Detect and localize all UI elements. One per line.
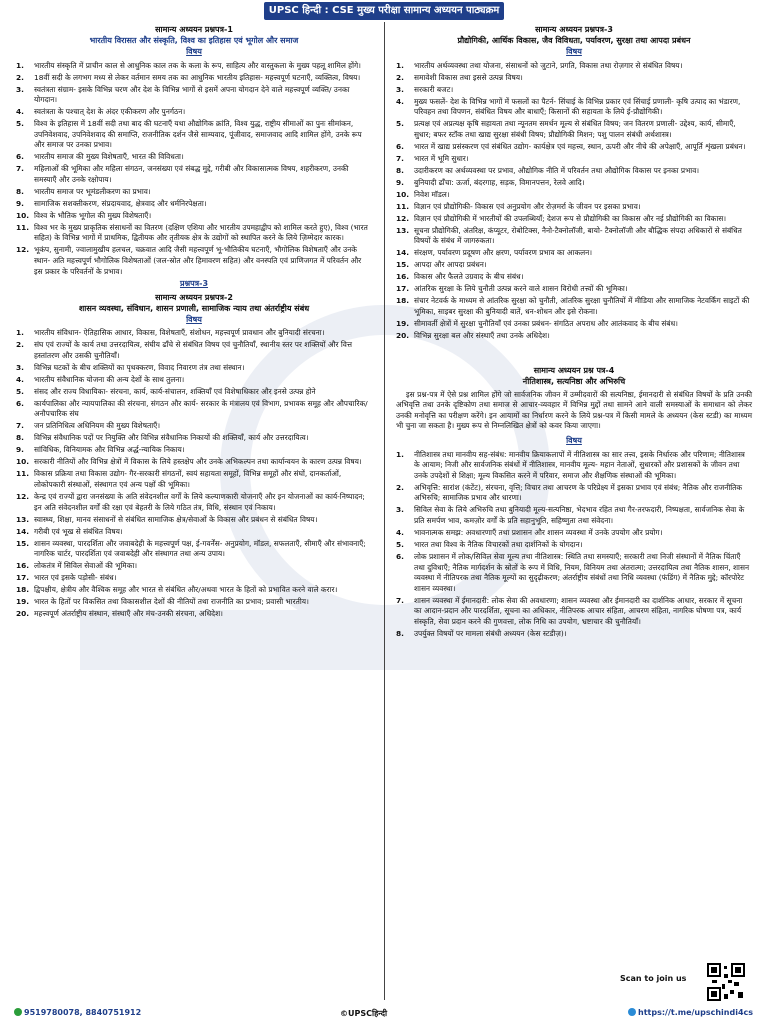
topic-number: 8.: [16, 186, 24, 196]
paper4-topic-list: [396, 450, 752, 640]
topic-item: [396, 85, 752, 96]
topic-text: विश्व के इतिहास में 18वीं सदी तथा बाद की घटनाएँ यथा औद्योगिक क्रांति, विश्व युद्ध, राष्ट्रीय सीमाओं का पुनः सीमांकन, उपनिवेशवाद, उपनिवेशवाद की समाप्ति, राजनीतिक दर्शन जैसे साम्यवाद, पूंजीवाद, समाजवाद आदि शामिल होंगे, उनके रूप और समाज पर उनका प्रभाव।: [34, 119, 362, 150]
topic-item: [396, 505, 752, 526]
topic-item: [396, 226, 752, 247]
telegram-icon: [628, 1008, 636, 1016]
topic-number: 6.: [396, 551, 404, 561]
topic-text: विभिन्न संवैधानिक पदों पर नियुक्ति और विभिन्न संवैधानिक निकायों की शक्तियाँ, कार्य और उत्तरदायित्व।: [34, 433, 309, 443]
topic-number: 7.: [16, 164, 24, 174]
topic-text: महिलाओं की भूमिका और महिला संगठन, जनसंख्या एवं संबद्ध मुद्दे, गरीबी और विकासात्मक विषय, शहरीकरण, उनकी समस्याएँ और उनके रक्षोपाय।: [34, 164, 349, 184]
topic-text: संघ एवं राज्यों के कार्य तथा उत्तरदायित्व, संघीय ढाँचे से संबंधित विषय एवं चुनौतियाँ, स्थानीय स्तर पर शक्तियों और वित्त हस्तांतरण और उसकी चुनौतियाँ।: [34, 340, 353, 360]
topic-number: 8.: [396, 165, 404, 175]
topic-item: [16, 223, 372, 244]
page-footer: [0, 1004, 768, 1024]
topic-text: अभिवृत्ति: सारांश (कंटेंट), संरचना, वृत्ति; विचार तथा आचरण के परिप्रेक्ष्य में इसका प्रभाव एवं संबंध; नैतिक और राजनीतिक अभिरुचि; सामाजिक प्रभाव और धारणा।: [414, 482, 743, 503]
spacer: [396, 343, 752, 365]
topic-item: [16, 245, 372, 277]
topic-text: विश्व के भौतिक भूगोल की मुख्य विशेषताएँ।: [34, 210, 152, 220]
paper2-section-label: विषय: [186, 314, 202, 324]
topic-number: 3.: [16, 84, 24, 94]
topic-number: 14.: [396, 248, 410, 258]
topic-text: भारतीय अर्थव्यवस्था तथा योजना, संसाधनों को जुटाने, प्रगति, विकास तथा रोज़गार से संबंधित विषय।: [414, 60, 683, 70]
topic-text: भारतीय समाज की मुख्य विशेषताएँ, भारत की विविधता।: [34, 152, 184, 162]
topic-number: 20.: [396, 330, 410, 340]
topic-number: 3.: [396, 84, 404, 94]
topic-text: जन प्रतिनिधित्व अधिनियम की मुख्य विशेषताएँ।: [34, 421, 160, 431]
footer-telegram-link[interactable]: https://t.me/upschindi4cs: [628, 1008, 753, 1017]
topic-item: [16, 527, 372, 538]
topic-item: [16, 363, 372, 374]
topic-item: [16, 609, 372, 620]
topic-number: 5.: [16, 386, 24, 396]
topic-item: [396, 190, 752, 201]
topic-number: 13.: [16, 514, 30, 524]
footer-phone: 9519780078, 8840751912: [14, 1008, 141, 1017]
topic-number: 1.: [16, 328, 24, 338]
topic-number: 5.: [396, 119, 404, 129]
topic-item: [16, 85, 372, 106]
topic-number: 5.: [16, 119, 24, 129]
topic-text: भारत एवं इसके पड़ोसी- संबंध।: [34, 573, 117, 583]
topic-text: स्वतंत्रता संग्राम- इसके विभिन्न चरण और देश के विभिन्न भागों से इसमें अपना योगदान देने वाले महत्त्वपूर्ण व्यक्ति/ उनका योगदान।: [34, 84, 350, 105]
topic-item: [396, 73, 752, 84]
topic-item: [16, 61, 372, 72]
topic-number: 12.: [396, 213, 410, 223]
topic-number: 11.: [16, 469, 30, 479]
topic-item: [16, 375, 372, 386]
topic-item: [396, 119, 752, 140]
topic-text: केन्द्र एवं राज्यों द्वारा जनसंख्या के अति संवेदनशील वर्गों के लिये कल्याणकारी योजनाएँ और इन योजनाओं का कार्य-निष्पादन; इन अति संवेदनशील वर्गों की रक्षा एवं बेहतरी के लिये गठित तंत्र, विधि, संस्थान एवं निकाय।: [34, 491, 365, 512]
topic-number: 17.: [396, 284, 410, 294]
topic-number: 1.: [396, 60, 404, 70]
topic-text: शासन व्यवस्था, पारदर्शिता और जवाबदेही के महत्त्वपूर्ण पक्ष, ई-गवर्नेंस- अनुप्रयोग, मॉडल, सफलताएँ, सीमाएँ और संभावनाएँ; नागरिक चार्टर, पारदर्शिता एवं जवाबदेही और संस्थागत तथा अन्य उपाय।: [34, 538, 366, 559]
topic-text: मुख्य फसलें- देश के विभिन्न भागों में फसलों का पैटर्न- सिंचाई के विभिन्न प्रकार एवं सिंचाई प्रणाली- कृषि उत्पाद का भंडारण, परिवहन तथा विपणन, संबंधित विषय और बाधाएँ; किसानों की सहायता के लिये ई-प्रौद्योगिकी।: [414, 96, 741, 117]
topic-item: [396, 142, 752, 153]
topic-item: [396, 629, 752, 640]
topic-item: [396, 178, 752, 189]
topic-number: 12.: [16, 245, 30, 255]
topic-item: [396, 154, 752, 165]
topic-item: [16, 187, 372, 198]
topic-item: [16, 387, 372, 398]
topic-number: 17.: [16, 573, 30, 583]
topic-number: 11.: [16, 222, 30, 232]
topic-number: 9.: [396, 177, 404, 187]
topic-number: 14.: [16, 526, 30, 536]
topic-item: [396, 202, 752, 213]
topic-number: 9.: [16, 198, 24, 208]
topic-item: [396, 528, 752, 539]
topic-number: 15.: [16, 538, 30, 548]
topic-number: 2.: [16, 340, 24, 350]
topic-item: [16, 539, 372, 560]
topic-text: सांविधिक, विनियामक और विभिन्न अर्द्ध-न्यायिक निकाय।: [34, 445, 185, 455]
paper2-subtitle: शासन व्यवस्था, संविधान, शासन प्रणाली, सामाजिक न्याय तथा अंतर्राष्ट्रीय संबंध: [78, 303, 310, 313]
topic-text: विकास प्रक्रिया तथा विकास उद्योग- गैर-सरकारी संगठनों, स्वयं सहायता समूहों, विभिन्न समूहों और संघों, दानकर्ताओं, लोकोपकारी संस्थाओं, संस्थागत एवं अन्य पक्षों की भूमिका।: [34, 469, 342, 489]
topic-item: [396, 540, 752, 551]
topic-text: नीतिशास्त्र तथा मानवीय सह-संबंध: मानवीय क्रियाकलापों में नीतिशास्त्र का सार तत्त्व, इसके निर्धारक और परिणाम; नीतिशास्त्र के आयाम; निजी और सार्वजनिक संबंधों में नीतिशास्त्र, मानवीय मूल्य- महान नेताओं, सुधारकों और प्रशासकों के जीवन तथा उनके उपदेशों से शिक्षा; मूल्य विकसित करने में परिवार, समाज और शैक्षणिक संस्थाओं की भूमिका।: [414, 449, 745, 480]
topic-number: 2.: [16, 72, 24, 82]
topic-text: सरकारी नीतियों और विभिन्न क्षेत्रों में विकास के लिये हस्तक्षेप और उनके अभिकल्पन तथा कार्यान्वयन के कारण उत्पन्न विषय।: [34, 457, 362, 467]
topic-number: 8.: [396, 628, 404, 638]
paper4-intro: इस प्रश्न-पत्र में ऐसे प्रश्न शामिल होंगे जो सार्वजनिक जीवन में उम्मीदवारों की सत्यनिष्ठा, ईमानदारी से संबंधित विषयों के प्रति उनकी अभिवृत्ति तथा उनके दृष्टिकोण तथा समाज से आचार-व्यवहार में विभिन्न मुद्दों तथा सामने आने वाली समस्याओं के समाधान को लेकर उनकी मनोवृत्ति का परीक्षण करेंगे। इन आयामों का निर्धारण करने के लिये प्रश्न-पत्र में किसी मामले के अध्ययन (केस स्टडी) का माध्यम भी चुना जा सकता है। मुख्य रूप से निम्नलिखित क्षेत्रों को कवर किया जाएगा।: [396, 389, 752, 431]
topic-text: उपर्युक्त विषयों पर मामला संबंधी अध्ययन (केस स्टडीज़)।: [414, 628, 567, 638]
right-column: [396, 24, 752, 641]
paper1-title: सामान्य अध्ययन प्रश्नपत्र-1: [155, 25, 233, 34]
qr-code-icon[interactable]: [706, 962, 746, 1002]
topic-text: समावेशी विकास तथा इससे उत्पन्न विषय।: [414, 72, 523, 82]
topic-text: भारत तथा विश्व के नैतिक विचारकों तथा दार्शनिकों के योगदान।: [414, 539, 583, 549]
paper2-title: सामान्य अध्ययन प्रश्नपत्र-2: [155, 292, 233, 302]
topic-text: उदारीकरण का अर्थव्यवस्था पर प्रभाव, औद्योगिक नीति में परिवर्तन तथा औद्योगिक विकास पर इनका प्रभाव।: [414, 165, 700, 175]
topic-number: 16.: [396, 272, 410, 282]
paper2-topic-list: [16, 328, 372, 619]
paper1-topic-list: [16, 61, 372, 278]
topic-text: भारत में खाद्य प्रसंस्करण एवं संबंधित उद्योग- कार्यक्षेत्र एवं महत्त्व, स्थान, ऊपरी और नीचे की अपेक्षाएँ, आपूर्ति शृंखला प्रबंधन।: [414, 141, 746, 151]
topic-item: [16, 107, 372, 118]
topic-number: 4.: [16, 107, 24, 117]
topic-text: लोक प्रशासन में लोक/सिविल सेवा मूल्य तथा नीतिशास्त्र: स्थिति तथा समस्याएँ; सरकारी तथा निजी संस्थानों में नैतिक चिंताएँ तथा दुविधाएँ; नैतिक मार्गदर्शन के स्रोतों के रूप में विधि, नियम, विनियम तथा अंतरात्मा; उत्तरदायित्व तथा नैतिक शासन, शासन व्यवस्था में नीतिपरक तथा नैतिक मूल्यों का सुदृढ़ीकरण; अंतर्राष्ट्रीय संबंधों तथा निधि व्यवस्था (फंडिंग) में नैतिक मुद्दे; कॉरपोरेट शासन व्यवस्था।: [414, 551, 750, 593]
paper4-subtitle: नीतिशास्त्र, सत्यनिष्ठा और अभिरुचि: [522, 376, 626, 386]
topic-item: [16, 492, 372, 513]
topic-text: विकास और फैलते उग्रवाद के बीच संबंध।: [414, 272, 524, 282]
topic-number: 6.: [16, 152, 24, 162]
topic-number: 6.: [396, 141, 404, 151]
topic-text: विश्व भर के मुख्य प्राकृतिक संसाधनों का वितरण (दक्षिण एशिया और भारतीय उपमहाद्वीप को शामिल करते हुए), विश्व (भारत सहित) के विभिन्न भागों में प्राथमिक, द्वितीयक और तृतीयक क्षेत्र के उद्योगों को स्थापित करने के लिये ज़िम्मेदार कारक।: [34, 222, 368, 243]
topic-number: 18.: [16, 585, 30, 595]
topic-text: महत्त्वपूर्ण अंतर्राष्ट्रीय संस्थान, संस्थाएँ और मंच-उनकी संरचना, अधिदेश।: [34, 609, 223, 619]
paper4-section-label: विषय: [566, 436, 582, 446]
topic-number: 6.: [16, 398, 24, 408]
topic-number: 7.: [16, 421, 24, 431]
topic-text: निवेश मॉडल।: [414, 189, 450, 199]
topic-item: [16, 445, 372, 456]
topic-number: 2.: [396, 72, 404, 82]
topic-item: [396, 272, 752, 283]
topic-item: [396, 260, 752, 271]
topic-text: आपदा और आपदा प्रबंधन।: [414, 260, 487, 270]
topic-text: भारतीय संविधान- ऐतिहासिक आधार, विकास, विशेषताएँ, संशोधन, महत्त्वपूर्ण प्रावधान और बुनियादी संरचना।: [34, 328, 325, 338]
topic-text: स्वतंत्रता के पश्चात् देश के अंदर एकीकरण और पुनर्गठन।: [34, 107, 186, 117]
topic-number: 9.: [16, 445, 24, 455]
topic-item: [396, 214, 752, 225]
topic-number: 10.: [16, 457, 30, 467]
topic-text: संसद और राज्य विधायिका- संरचना, कार्य, कार्य-संचालन, शक्तियाँ एवं विशेषाधिकार और इनसे उत्पन्न होने: [34, 386, 316, 396]
topic-text: सीमावर्ती क्षेत्रों में सुरक्षा चुनौतियाँ एवं उनका प्रबंधन- संगठित अपराध और आतंकवाद के बीच संबंध।: [414, 318, 678, 328]
topic-text: विभिन्न घटकों के बीच शक्तियों का पृथक्करण, विवाद निवारण तंत्र तथा संस्थान।: [34, 362, 245, 372]
topic-number: 5.: [396, 539, 404, 549]
topic-text: आंतरिक सुरक्षा के लिये चुनौती उत्पन्न करने वाले शासन विरोधी तत्त्वों की भूमिका।: [414, 284, 628, 294]
topic-number: 3.: [396, 505, 404, 515]
topic-item: [16, 399, 372, 420]
topic-number: 4.: [396, 96, 404, 106]
whatsapp-icon: [14, 1008, 22, 1016]
topic-text: सामाजिक सशक्तीकरण, संप्रदायवाद, क्षेत्रवाद और धर्मनिरपेक्षता।: [34, 198, 207, 208]
topic-number: 1.: [396, 449, 404, 459]
topic-text: विभिन्न सुरक्षा बल और संस्थाएँ तथा उनके अधिदेश।: [414, 330, 550, 340]
topic-item: [396, 97, 752, 118]
topic-item: [16, 515, 372, 526]
topic-text: भारत में भूमि सुधार।: [414, 153, 469, 163]
topic-item: [16, 421, 372, 432]
paper1-section-label: विषय: [186, 47, 202, 56]
paper1-subtitle: भारतीय विरासत और संस्कृति, विश्व का इतिहास एवं भूगोल और समाज: [89, 36, 299, 45]
topic-item: [396, 596, 752, 628]
topic-number: 10.: [396, 189, 410, 199]
topic-text: संरक्षण, पर्यावरण प्रदूषण और क्षरण, पर्यावरण प्रभाव का आकलन।: [414, 248, 593, 258]
topic-item: [396, 166, 752, 177]
topic-text: कार्यपालिका और न्यायपालिका की संरचना, संगठन और कार्य- सरकार के मंत्रालय एवं विभाग, प्रभावक समूह और औपचारिक/अनौपचारिक संघ: [34, 398, 368, 419]
paper2-label: प्रश्नपत्र-3: [179, 279, 209, 289]
topic-text: सरकारी बजट।: [414, 84, 454, 94]
topic-text: शासन व्यवस्था में ईमानदारी: लोक सेवा की अवधारणा; शासन व्यवस्था और ईमानदारी का दार्शनिक आधार, सरकार में सूचना का आदान-प्रदान और पारदर्शिता, सूचना का अधिकार, नीतिपरक आचार संहिता, आचरण संहिता, नागरिक घोषणा पत्र, कार्य संस्कृति, सेवा प्रदान करने की गुणवत्ता, लोक निधि का उपयोग, भ्रष्टाचार की चुनौतियाँ।: [414, 595, 743, 626]
topic-item: [396, 61, 752, 72]
topic-text: बुनियादी ढाँचा: ऊर्जा, बंदरगाह, सड़क, विमानपत्तन, रेलवे आदि।: [414, 177, 585, 187]
paper3-section-label: विषय: [566, 47, 582, 56]
topic-item: [16, 152, 372, 163]
paper3-title: सामान्य अध्ययन प्रश्नपत्र-3: [535, 25, 613, 34]
topic-number: 13.: [396, 225, 410, 235]
topic-text: भारतीय समाज पर भूमंडलीकरण का प्रभाव।: [34, 186, 151, 196]
topic-text: स्वास्थ्य, शिक्षा, मानव संसाधनों से संबंधित सामाजिक क्षेत्र/सेवाओं के विकास और प्रबंधन से संबंधित विषय।: [34, 514, 318, 524]
topic-number: 10.: [16, 210, 30, 220]
topic-number: 12.: [16, 491, 30, 501]
topic-text: भारतीय संवैधानिक योजना की अन्य देशों के साथ तुलना।: [34, 374, 185, 384]
topic-item: [396, 552, 752, 594]
topic-number: 4.: [16, 374, 24, 384]
topic-number: 7.: [396, 153, 404, 163]
topic-item: [396, 331, 752, 342]
topic-item: [16, 585, 372, 596]
topic-text: भूकंप, सुनामी, ज्वालामुखीय हलचल, चक्रवात आदि जैसी महत्त्वपूर्ण भू-भौतिकीय घटनाएँ, भौगोलिक विशेषताएँ और उनके स्थान- अति महत्त्वपूर्ण भौगोलिक विशेषताओं (जल-स्रोत और हिमावरण सहित) और वनस्पति एवं प्राणिजगत में परिवर्तन और इस प्रकार के परिवर्तनों के प्रभाव।: [34, 245, 362, 276]
topic-item: [16, 469, 372, 490]
topic-item: [16, 199, 372, 210]
topic-item: [16, 573, 372, 584]
topic-number: 19.: [396, 318, 410, 328]
topic-text: भारतीय संस्कृति में प्राचीन काल से आधुनिक काल तक के कला के रूप, साहित्य और वास्तुकला के मुख्य पहलू शामिल होंगे।: [34, 60, 361, 70]
topic-number: 4.: [396, 527, 404, 537]
topic-item: [16, 328, 372, 339]
topic-text: सूचना प्रौद्योगिकी, अंतरिक्ष, कंप्यूटर, रोबोटिक्स, नैनो-टैक्नोलॉजी, बायो- टैक्नोलॉजी और बौद्धिक संपदा अधिकारों से संबंधित विषयों के संबंध में जागरुकता।: [414, 225, 742, 246]
topic-text: गरीबी एवं भूख से संबंधित विषय।: [34, 526, 123, 536]
topic-number: 20.: [16, 609, 30, 619]
topic-item: [396, 319, 752, 330]
topic-text: संचार नेटवर्क के माध्यम से आंतरिक सुरक्षा को चुनौती, आंतरिक सुरक्षा चुनौतियों में मीडिया और सामाजिक नेटवर्किंग साइटों की भूमिका, साइबर सुरक्षा की बुनियादी बातें, धन-शोधन और इसे रोकना।: [414, 296, 750, 316]
topic-number: 8.: [16, 433, 24, 443]
topic-number: 19.: [16, 597, 30, 607]
topic-number: 3.: [16, 362, 24, 372]
scan-label: Scan to join us: [620, 974, 687, 983]
topic-item: [16, 211, 372, 222]
column-divider: [384, 22, 385, 1000]
footer-copyright: ©UPSCहिन्दी: [340, 1009, 388, 1018]
topic-number: 11.: [396, 201, 410, 211]
topic-item: [16, 119, 372, 151]
page-banner: UPSC हिन्दी : CSE मुख्य परीक्षा सामान्य अध्ययन पाठ्यक्रम: [264, 2, 504, 20]
topic-number: 16.: [16, 561, 30, 571]
topic-number: 15.: [396, 260, 410, 270]
topic-item: [16, 340, 372, 361]
topic-number: 7.: [396, 595, 404, 605]
topic-item: [396, 483, 752, 504]
topic-text: लोकतंत्र में सिविल सेवाओं की भूमिका।: [34, 561, 138, 571]
topic-text: भावनात्मक समझ: अवधारणाएँ तथा प्रशासन और शासन व्यवस्था में उनके उपयोग और प्रयोग।: [414, 527, 663, 537]
topic-item: [396, 450, 752, 482]
topic-item: [16, 73, 372, 84]
topic-item: [16, 597, 372, 608]
paper4-title: सामान्य अध्ययन प्रश्न पत्र-4: [533, 365, 615, 375]
paper3-topic-list: [396, 61, 752, 342]
topic-text: विज्ञान एवं प्रौद्योगिकी- विकास एवं अनुप्रयोग और रोज़मर्रा के जीवन पर इसका प्रभाव।: [414, 201, 641, 211]
topic-text: विज्ञान एवं प्रौद्योगिकी में भारतीयों की उपलब्धियाँ; देशज रूप से प्रौद्योगिकी का विकास और नई प्रौद्योगिकी का विकास।: [414, 213, 727, 223]
topic-text: सिविल सेवा के लिये अभिरुचि तथा बुनियादी मूल्य-सत्यनिष्ठा, भेदभाव रहित तथा गैर-तरफदारी, निष्पक्षता, सार्वजनिक सेवा के प्रति समर्पण भाव, कमज़ोर वर्गों के प्रति सहानुभूति, सहिष्णुता तथा संवेदना।: [414, 505, 745, 525]
topic-number: 2.: [396, 482, 404, 492]
topic-number: 18.: [396, 296, 410, 306]
topic-item: [396, 284, 752, 295]
left-column: [16, 24, 372, 621]
paper3-subtitle: प्रौद्योगिकी, आर्थिक विकास, जैव विविधता, पर्यावरण, सुरक्षा तथा आपदा प्रबंधन: [457, 36, 691, 45]
topic-text: प्रत्यक्ष एवं अप्रत्यक्ष कृषि सहायता तथा न्यूनतम समर्थन मूल्य से संबंधित विषय; जन वितरण प्रणाली- उद्देश्य, कार्य, सीमाएँ, सुधार; बफर स्टॉक तथा खाद्य सुरक्षा संबंधी विषय; प्रौद्योगिकी मिशन; पशु पालन संबंधी अर्थशास्त्र।: [414, 119, 736, 139]
topic-item: [396, 296, 752, 317]
topic-item: [16, 457, 372, 468]
topic-item: [16, 561, 372, 572]
topic-item: [396, 248, 752, 259]
topic-item: [16, 433, 372, 444]
topic-item: [16, 164, 372, 185]
topic-text: भारत के हितों पर विकसित तथा विकासशील देशों की नीतियों तथा राजनीति का प्रभाव; प्रवासी भारतीय।: [34, 597, 309, 607]
topic-text: द्विपक्षीय, क्षेत्रीय और वैश्विक समूह और भारत से संबंधित और/अथवा भारत के हितों को प्रभावित करने वाले करार।: [34, 585, 338, 595]
topic-number: 1.: [16, 60, 24, 70]
topic-text: 18वीं सदी के लगभग मध्य से लेकर वर्तमान समय तक का आधुनिक भारतीय इतिहास- महत्त्वपूर्ण घटनाएँ, व्यक्तित्व, विषय।: [34, 72, 361, 82]
